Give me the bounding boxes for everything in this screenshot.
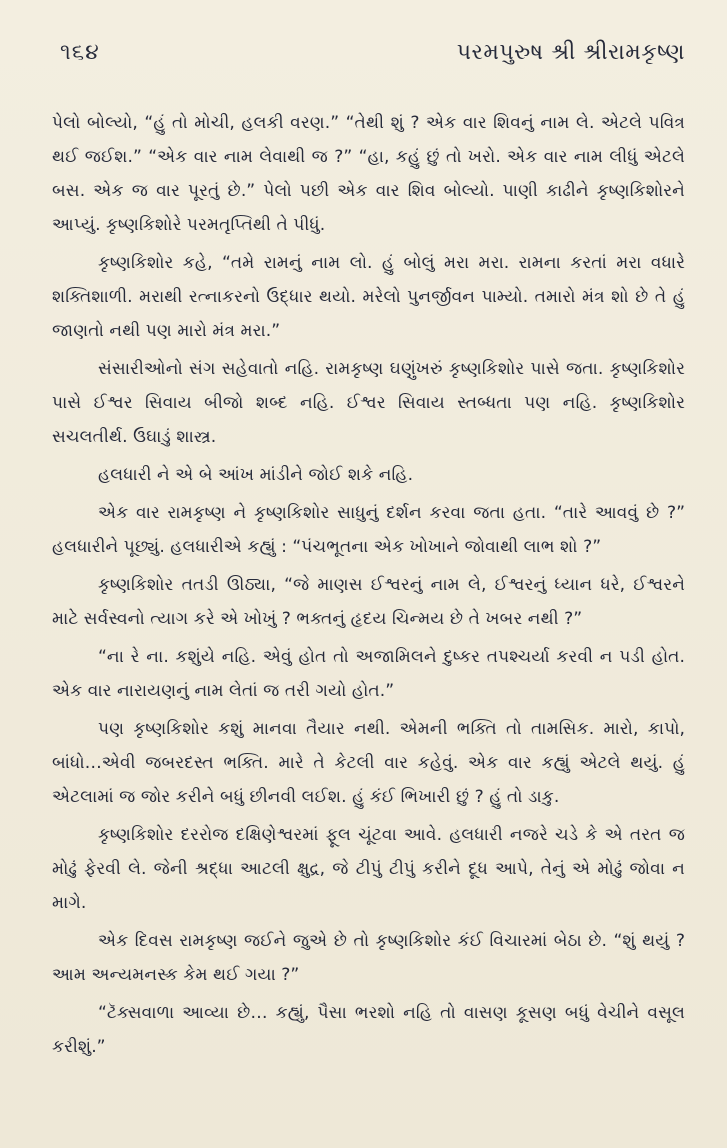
paragraph: પણ કૃષ્ણકિશોર કશું માનવા તૈયાર નથી. એમની ભક્તિ તો તામસિક. મારો, કાપો, બાંધો…એવી જબરદસ્ત ભક્તિ. મારે તે કેટલી વાર કહેવું. એક વાર કહ્યું એટલે થયું. હું એટલામાં જ જોર કરીને બધું છીનવી લઈશ. હું કંઈ ભિખારી છું ? હું તો ડાકુ.	[52, 719, 685, 807]
body-text	[52, 106, 685, 1064]
paragraph: સંસારીઓનો સંગ સહેવાતો નહિ. રામકૃષ્ણ ઘણુંખરું કૃષ્ણકિશોર પાસે જતા. કૃષ્ણકિશોર પાસે ઈશ્વર સિવાય બીજો શબ્દ નહિ. ઈશ્વર સિવાય સ્તબ્ધતા પણ નહિ. કૃષ્ણકિશોર સચલતીર્થ. ઉઘાડું શાસ્ત્ર.	[52, 359, 685, 447]
paragraph: “ટૅક્સવાળા આવ્યા છે… કહ્યું, પૈસા ભરશો નહિ તો વાસણ કૂસણ બધું વેચીને વસૂલ કરીશું.”	[52, 1003, 685, 1057]
paragraph: હલધારી ને એ બે આંખ માંડીને જોઈ શકે નહિ.	[98, 465, 414, 485]
paragraph: કૃષ્ણકિશોર દરરોજ દક્ષિણેશ્વરમાં ફૂલ ચૂંટવા આવે. હલધારી નજરે ચડે કે એ તરત જ મોઢું ફેરવી લે. જેની શ્રદ્ધા આટલી ક્ષુદ્ર, જે ટીપું ટીપું કરીને દૂધ આપે, તેનું એ મોઢું જોવા ન માગે.	[52, 825, 685, 913]
paragraph: એક વાર રામકૃષ્ણ ને કૃષ્ણકિશોર સાધુનું દર્શન કરવા જતા હતા. “તારે આવવું છે ?” હલધારીને પૂછ્યું. હલધારીએ કહ્યું : “પંચભૂતના એક ખોખાને જોવાથી લાભ શો ?”	[52, 503, 685, 557]
paragraph: “ના રે ના. કશુંયે નહિ. એવું હોત તો અજામિલને દુષ્કર તપશ્ચર્યા કરવી ન પડી હોત. એક વાર નારાયણનું નામ લેતાં જ તરી ગયો હોત.”	[52, 647, 685, 701]
page-number: ૧૬૪	[60, 40, 100, 65]
paragraph: પેલો બોલ્યો, “હું તો મોચી, હલકી વરણ.” “તેથી શું ? એક વાર શિવનું નામ લે. એટલે પવિત્ર થઈ જઈશ.” “એક વાર નામ લેવાથી જ ?” “હા, કહું છું તો ખરો. એક વાર નામ લીધું એટલે બસ. એક જ વાર પૂરતું છે.” પેલો પછી એક વાર શિવ બોલ્યો. પાણી કાઢીને કૃષ્ણકિશોરને આપ્યું. કૃષ્ણકિશોરે પરમતૃપ્તિથી તે પીધું.	[52, 113, 685, 235]
paragraph: કૃષ્ણકિશોર કહે, “તમે રામનું નામ લો. હું બોલું મરા મરા. રામના કરતાં મરા વધારે શક્તિશાળી. મરાથી રત્નાકરનો ઉદ્ધાર થયો. મરેલો પુનર્જીવન પામ્યો. તમારો મંત્ર શો છે તે હું જાણતો નથી પણ મારો મંત્ર મરા.”	[52, 253, 685, 341]
paragraph: કૃષ્ણકિશોર તતડી ઊઠ્યા, “જે માણસ ઈશ્વરનું નામ લે, ઈશ્વરનું ધ્યાન ધરે, ઈશ્વરને માટે સર્વસ્વનો ત્યાગ કરે એ ખોખું ? ભક્તનું હૃદય ચિન્મય છે તે ખબર નથી ?”	[52, 575, 685, 629]
page-header	[52, 40, 685, 84]
running-head: પરમપુરુષ શ્રી શ્રીરામકૃષ્ણ	[456, 40, 685, 65]
paragraph: એક દિવસ રામકૃષ્ણ જઈને જુએ છે તો કૃષ્ણકિશોર કંઈ વિચારમાં બેઠા છે. “શું થયું ? આમ અન્યમનસ્ક કેમ થઈ ગયા ?”	[52, 931, 685, 985]
